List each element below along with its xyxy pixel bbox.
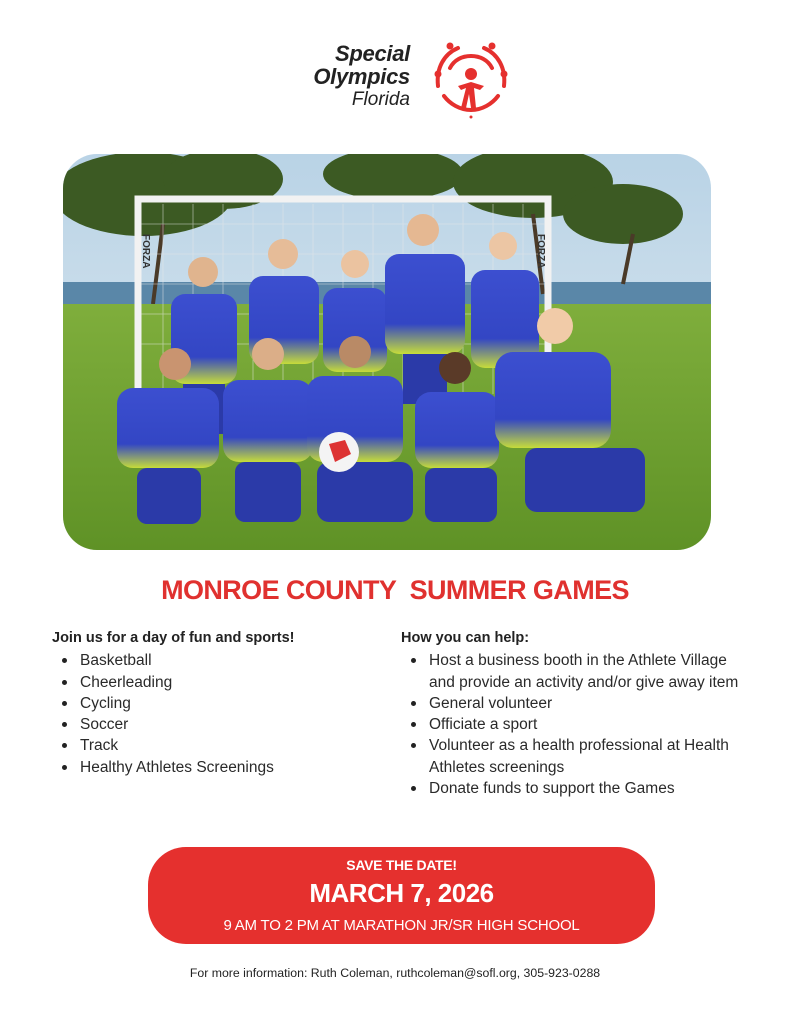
logo-wordmark	[313, 42, 410, 111]
goal-label-right: FORZA	[535, 234, 546, 269]
list-item: Cheerleading	[80, 672, 372, 693]
list-item: Volunteer as a health professional at Health Athletes screenings	[429, 735, 741, 778]
event-title: MONROE COUNTY SUMMER GAMES	[161, 575, 629, 605]
how-to-help-section	[401, 628, 741, 799]
list-item: Officiate a sport	[429, 714, 741, 735]
save-the-date-banner	[148, 847, 655, 944]
special-olympics-emblem-icon	[430, 38, 512, 120]
event-time-location: 9 AM TO 2 PM AT MARATHON JR/SR HIGH SCHOOL	[223, 917, 580, 934]
list-item: Soccer	[80, 714, 372, 735]
special-olympics-logo	[278, 38, 518, 120]
logo-line-florida: Florida	[351, 89, 410, 110]
list-item: General volunteer	[429, 693, 741, 714]
sports-list-section	[52, 628, 372, 778]
logo-line-olympics: Olympics	[313, 64, 410, 89]
event-date: MARCH 7, 2026	[309, 878, 494, 908]
save-the-date-label: SAVE THE DATE!	[346, 857, 457, 873]
sports-list-heading: Join us for a day of fun and sports!	[52, 630, 295, 646]
sports-list	[52, 650, 372, 778]
how-to-help-heading: How you can help:	[401, 630, 530, 646]
team-photo-illustration	[63, 154, 711, 550]
list-item: Track	[80, 735, 372, 756]
team-photo	[63, 154, 711, 550]
how-to-help-list	[401, 650, 741, 799]
list-item: Basketball	[80, 650, 372, 671]
goal-label-left: FORZA	[140, 234, 151, 269]
logo-line-special: Special	[335, 41, 410, 66]
contact-info: For more information: Ruth Coleman, ruthcoleman@sofl.org, 305-923-0288	[189, 966, 601, 980]
list-item: Donate funds to support the Games	[429, 778, 741, 799]
list-item: Cycling	[80, 693, 372, 714]
list-item: Healthy Athletes Screenings	[80, 757, 372, 778]
list-item: Host a business booth in the Athlete Village and provide an activity and/or give away item	[429, 650, 741, 693]
